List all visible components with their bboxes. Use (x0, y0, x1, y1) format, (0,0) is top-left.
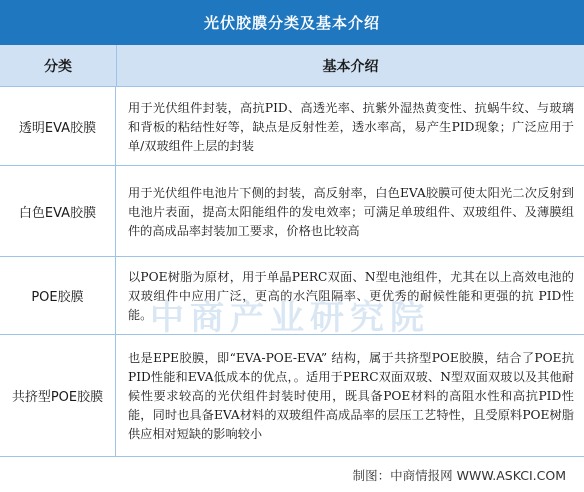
row-description (116, 335, 584, 456)
table-row (0, 87, 584, 166)
row-description (116, 257, 584, 334)
row-category: 透明EVA胶膜 (0, 87, 116, 165)
row-category: POE胶膜 (0, 257, 116, 334)
watermark: 中商产业研究院 (150, 298, 430, 338)
row-description-text: 用于光伏组件电池片下侧的封装，高反射率，白色EVA胶膜可使太阳光二次反射到电池片表面，提高太阳能组件的发电效率；可满足单玻组件、双玻组件、及薄膜组件的高成品率封装加工要求，价格也比较高 (128, 185, 574, 238)
table-title: 光伏胶膜分类及基本介绍 (0, 0, 584, 45)
header-category: 分类 (0, 45, 117, 86)
header-intro: 基本介绍 (322, 58, 379, 75)
table-row (0, 257, 584, 335)
row-description-text: 以POE树脂为原材，用于单晶PERC双面、N型电池组件，尤其在以上高效电池的双玻组件中应用广泛，更高的水汽阻隔率、更优秀的耐候性能和更强的抗 PID性能。 (128, 270, 574, 322)
row-category: 共挤型POE胶膜 (0, 335, 116, 456)
table-row (0, 335, 584, 457)
row-description-text: 也是EPE胶膜，即“EVA-POE-EVA” 结构，属于共挤型POE胶膜，结合了POE抗PID性能和EVA低成本的优点，。适用于PERC双面双玻、N型双面双玻以及其他耐候性要求较高的光伏组件封装时使用，既具备POE材料的高阻水性和高抗PID性能，同时也具备EVA材料的双玻组件高成品率的层压工艺特性，且受原料POE树脂供应相对短缺的影响较小 (128, 351, 574, 441)
row-description-text: 用于光伏组件封装，高抗PID、高透光率、抗紫外湿热黄变性、抗蜗牛纹、与玻璃和背板的粘结性好等，缺点是反射性差，透水率高，易产生PID现象；广泛应用于单/双玻组件上层的封装 (128, 100, 574, 153)
row-category: 白色EVA胶膜 (0, 166, 116, 256)
row-description (116, 87, 584, 165)
source-footer: 制图：中商情报网 WWW.ASKCI.COM (352, 467, 566, 483)
table-header-row (0, 45, 584, 87)
table-row (0, 166, 584, 257)
row-description (116, 166, 584, 256)
